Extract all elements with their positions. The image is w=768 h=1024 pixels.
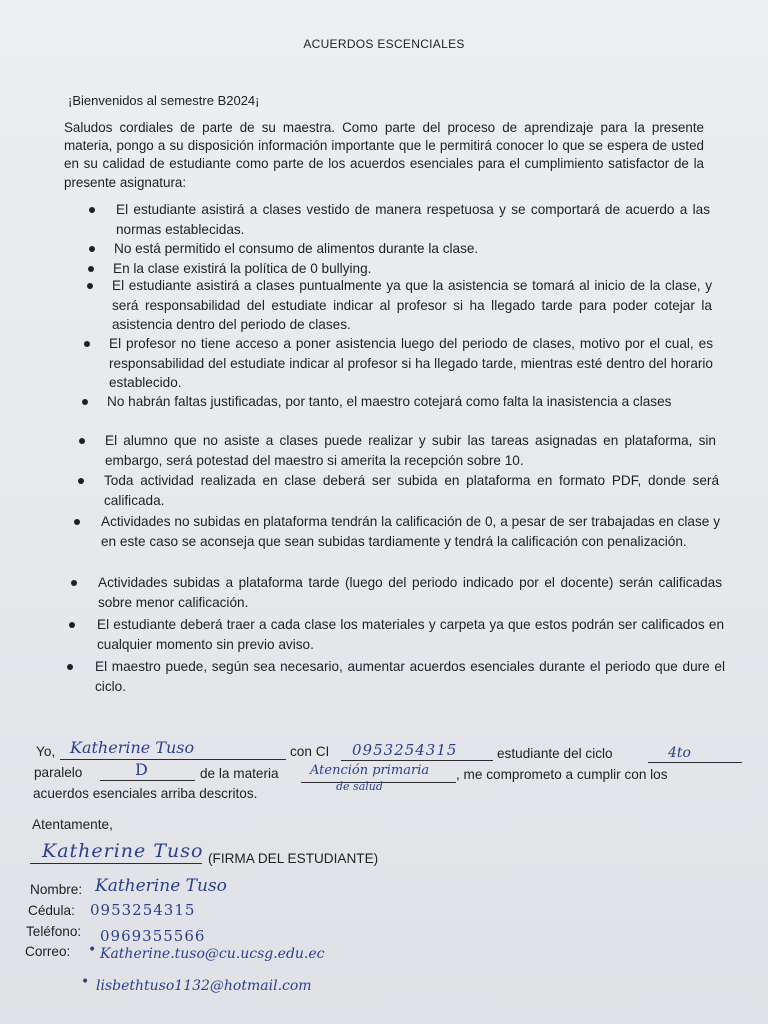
- filled-name: Katherine Tuso: [70, 738, 195, 757]
- bullet-dot-icon: [67, 664, 73, 670]
- bullet-dot-icon: [84, 341, 90, 347]
- bullet-dot-icon: [78, 478, 84, 484]
- list-item: El profesor no tiene acceso a poner asistencia luego del periodo de clases, motivo por el cual, es responsabilidad del estudiate indicar al profesor si ha llegado tarde, mientras esté dentro del horario establecido.: [109, 334, 713, 393]
- pledge-yo-label: Yo,: [36, 744, 56, 759]
- document-title: ACUERDOS ESCENCIALES: [303, 37, 465, 51]
- list-item: El estudiante asistirá a clases vestido de manera respetuosa y se comportará de acuerdo a las normas establecidas.: [116, 200, 710, 239]
- paralelo-underline: [100, 780, 195, 781]
- filled-paralelo: D: [135, 760, 148, 779]
- pledge-ci-label: con CI: [290, 744, 330, 759]
- telefono-label: Teléfono:: [26, 924, 82, 939]
- intro-paragraph: Saludos cordiales de parte de su maestra. Como parte del proceso de aprendizaje para la presente materia, pongo a su disposición información importante que le permitirá conocer lo que se espera de usted en su calidad de estudiante como parte de los acuerdos esenciales para el cumplimiento satisfactor de la presente asignatura:: [64, 120, 704, 190]
- pledge-paralelo-label: paralelo: [34, 765, 83, 780]
- ci-underline: [341, 760, 493, 761]
- list-item: El maestro puede, según sea necesario, aumentar acuerdos esenciales durante el periodo que dure el ciclo.: [95, 657, 725, 696]
- name-underline: [60, 759, 286, 760]
- correo-label: Correo:: [25, 944, 71, 959]
- pledge-materia-label: de la materia: [200, 766, 279, 781]
- bullet-dot-icon: [82, 399, 88, 405]
- welcome-line: ¡Bienvenidos al semestre B2024¡: [68, 93, 260, 108]
- bullet-dot-icon: •: [88, 942, 97, 958]
- filled-materia-line2: de salud: [336, 780, 383, 793]
- bullet-dot-icon: [71, 580, 77, 586]
- bullet-dot-icon: [89, 207, 95, 213]
- list-item: El estudiante asistirá a clases puntualmente ya que la asistencia se tomará al inicio de la clase, y será responsabilidad del estudiate indicar al profesor si ha llegado tarde para poder cotejar la asistencia dentro del periodo de clases.: [112, 276, 712, 335]
- bullet-dot-icon: [74, 519, 80, 525]
- list-item: No habrán faltas justificadas, por tanto, el maestro cotejará como falta la inasistencia a clases: [107, 392, 715, 412]
- bullet-dot-icon: [88, 266, 94, 272]
- contact-cedula: 0953254315: [90, 901, 196, 919]
- bullet-dot-icon: [69, 622, 75, 628]
- bullet-dot-icon: [87, 283, 93, 289]
- nombre-label: Nombre:: [30, 882, 83, 897]
- student-signature: Katherine Tuso: [42, 840, 204, 862]
- ciclo-underline: [648, 762, 742, 763]
- bullet-dot-icon: •: [81, 974, 90, 990]
- list-item: El alumno que no asiste a clases puede realizar y subir las tareas asignadas en plataforma, sin embargo, será potestad del maestro si amerita la recepción sobre 10.: [105, 431, 716, 470]
- filled-materia-line1: Atención primaria: [310, 763, 430, 778]
- contact-correo2: lisbethtuso1132@hotmail.com: [96, 978, 312, 994]
- bullet-dot-icon: [79, 438, 85, 444]
- pledge-acuerdos-text: acuerdos esenciales arriba descritos.: [33, 786, 258, 801]
- list-item: Actividades subidas a plataforma tarde (luego del periodo indicado por el docente) serán calificadas sobre menor calificación.: [98, 573, 722, 612]
- pledge-commit-text: , me comprometo a cumplir con los: [456, 767, 668, 782]
- atentamente-label: Atentamente,: [32, 817, 113, 832]
- list-item: No está permitido el consumo de alimentos durante la clase.: [114, 239, 714, 259]
- filled-ci: 0953254315: [352, 741, 458, 759]
- signature-underline: [30, 863, 202, 864]
- bullet-dot-icon: [89, 246, 95, 252]
- contact-nombre: Katherine Tuso: [95, 876, 227, 896]
- contact-telefono: 0969355566: [100, 927, 206, 945]
- list-item: En la clase existirá la política de 0 bullying.: [113, 259, 713, 279]
- list-item: Toda actividad realizada en clase deberá ser subida en plataforma en formato PDF, donde será calificada.: [104, 471, 719, 510]
- pledge-ciclo-label: estudiante del ciclo: [497, 746, 613, 761]
- contact-correo1: Katherine.tuso@cu.ucsg.edu.ec: [100, 946, 325, 962]
- list-item: Actividades no subidas en plataforma tendrán la calificación de 0, a pesar de ser trabajadas en clase y en este caso se aconseja que sean subidas tardiamente y tendrá la calificación con penalización.: [101, 512, 720, 551]
- cedula-label: Cédula:: [28, 903, 75, 918]
- list-item: El estudiante deberá traer a cada clase los materiales y carpeta ya que estos podrán ser calificados en cualquier momento sin previo aviso.: [97, 615, 724, 654]
- firma-label: (FIRMA DEL ESTUDIANTE): [208, 851, 379, 866]
- filled-ciclo: 4to: [668, 745, 691, 761]
